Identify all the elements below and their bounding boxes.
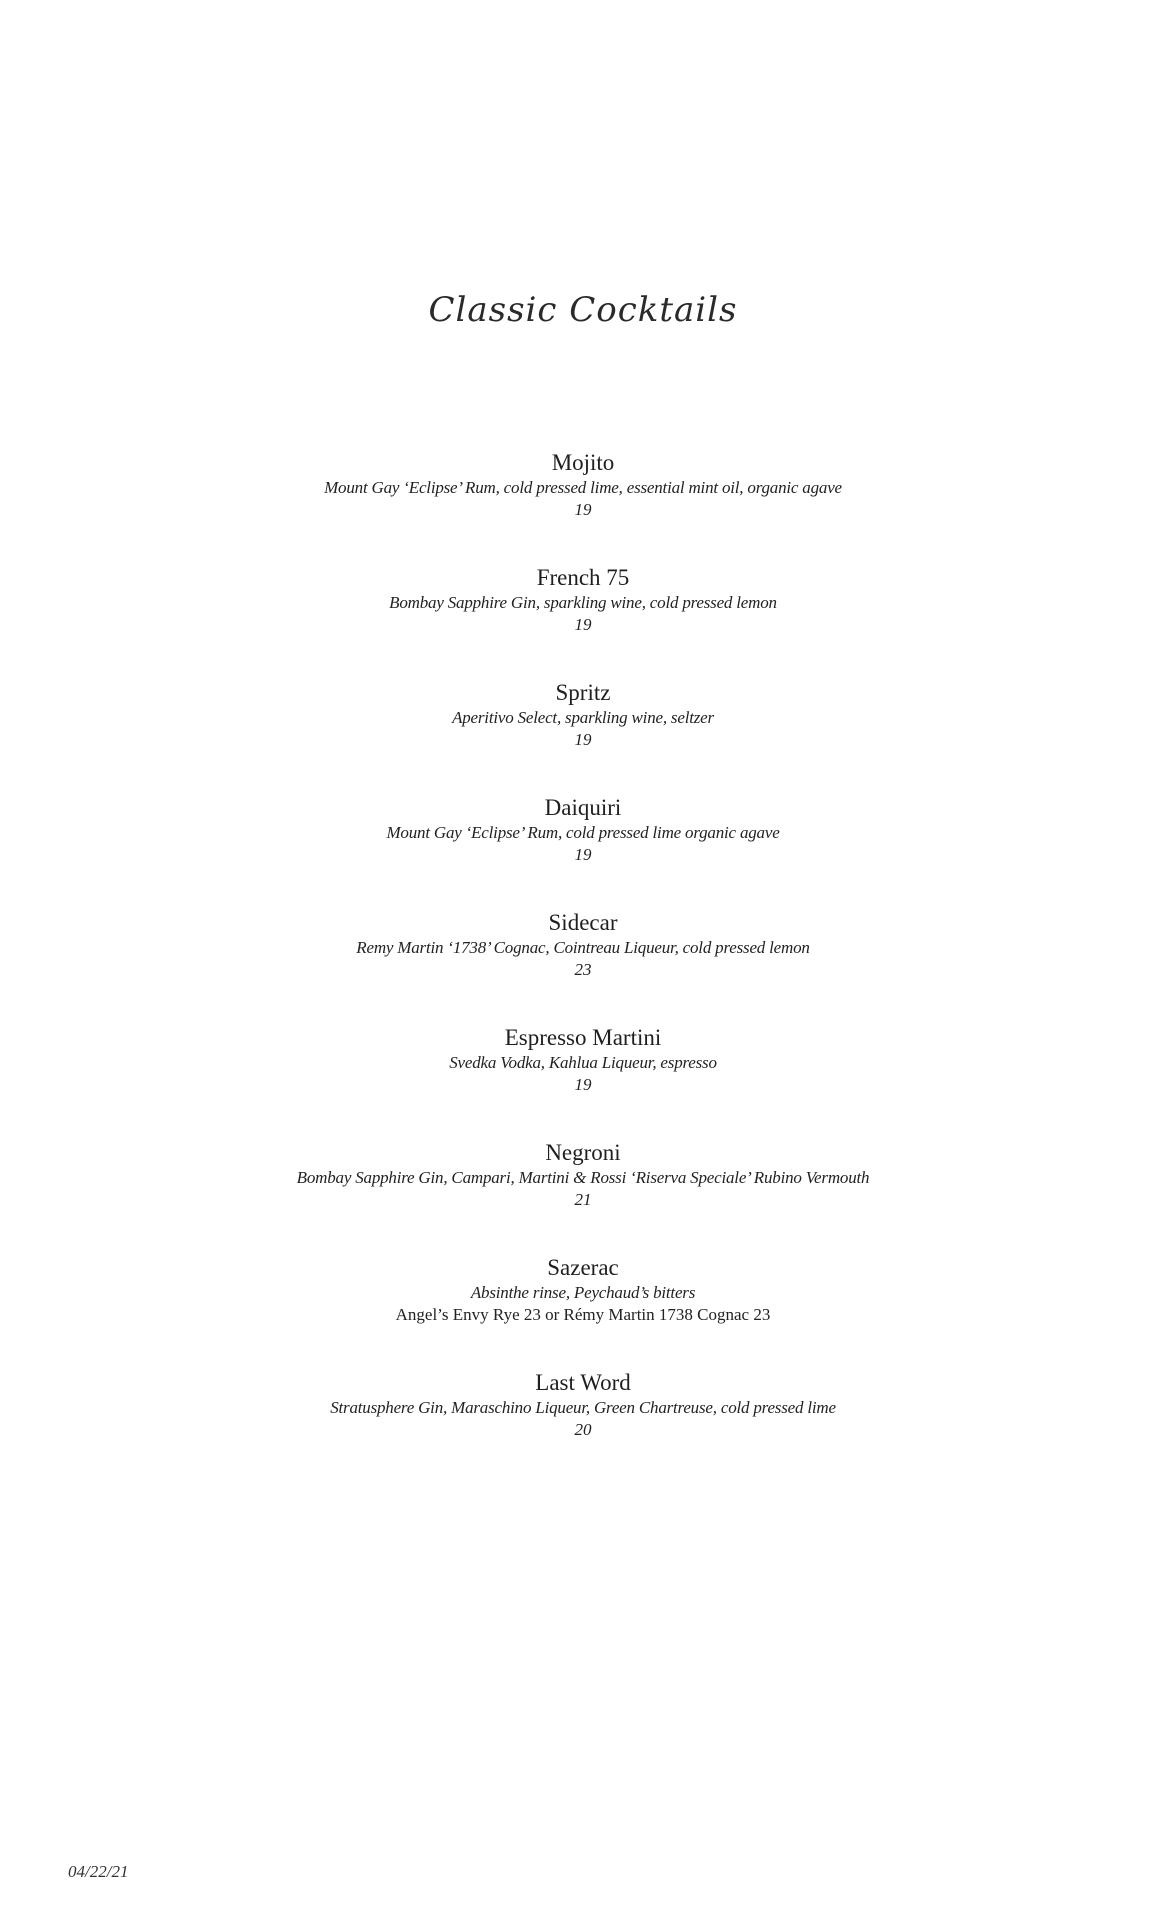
- cocktail-description: Bombay Sapphire Gin, sparkling wine, cold pressed lemon: [389, 593, 777, 612]
- cocktail-name: Last Word: [535, 1370, 631, 1395]
- cocktail-name: Espresso Martini: [504, 1025, 662, 1050]
- cocktail-description: Mount Gay ‘Eclipse’ Rum, cold pressed lime, essential mint oil, organic agave: [324, 478, 842, 497]
- cocktail-name: Sidecar: [548, 910, 618, 935]
- cocktail-price: 19: [574, 845, 592, 864]
- cocktail-description: Aperitivo Select, sparkling wine, seltzer: [452, 708, 714, 727]
- cocktail-price: 19: [574, 615, 592, 634]
- cocktail-name: Spritz: [555, 680, 611, 705]
- page-title: Classic Cocktails: [428, 290, 738, 330]
- cocktail-list: [0, 449, 1166, 1484]
- menu-item: [0, 1369, 1166, 1484]
- menu-item: [0, 564, 1166, 679]
- cocktail-name: Daiquiri: [544, 795, 622, 820]
- cocktail-description: Bombay Sapphire Gin, Campari, Martini & Rossi ‘Riserva Speciale’ Rubino Vermouth: [296, 1168, 870, 1187]
- cocktail-price: 19: [574, 730, 592, 749]
- cocktail-description: Remy Martin ‘1738’ Cognac, Cointreau Liqueur, cold pressed lemon: [356, 938, 810, 957]
- cocktail-price: 19: [574, 1075, 592, 1094]
- cocktail-price: 21: [574, 1190, 592, 1209]
- cocktail-description: Svedka Vodka, Kahlua Liqueur, espresso: [449, 1053, 717, 1072]
- cocktail-name: Negroni: [545, 1140, 621, 1165]
- cocktail-name: French 75: [536, 565, 630, 590]
- cocktail-price: 19: [574, 500, 592, 519]
- cocktail-name: Sazerac: [547, 1255, 619, 1280]
- cocktail-description: Stratusphere Gin, Maraschino Liqueur, Green Chartreuse, cold pressed lime: [330, 1398, 836, 1417]
- cocktail-name: Mojito: [551, 450, 615, 475]
- cocktail-price: 23: [574, 960, 592, 979]
- cocktail-description: Mount Gay ‘Eclipse’ Rum, cold pressed lime organic agave: [386, 823, 780, 842]
- menu-item: [0, 679, 1166, 794]
- menu-date: 04/22/21: [68, 1862, 129, 1881]
- menu-item: [0, 1254, 1166, 1369]
- menu-item: [0, 1139, 1166, 1254]
- menu-item: [0, 909, 1166, 1024]
- cocktail-description: Absinthe rinse, Peychaud’s bitters: [470, 1283, 696, 1302]
- menu-item: [0, 449, 1166, 564]
- cocktail-price-options: Angel’s Envy Rye 23 or Rémy Martin 1738 Cognac 23: [395, 1305, 771, 1324]
- cocktail-price: 20: [574, 1420, 592, 1439]
- menu-item: [0, 794, 1166, 909]
- menu-item: [0, 1024, 1166, 1139]
